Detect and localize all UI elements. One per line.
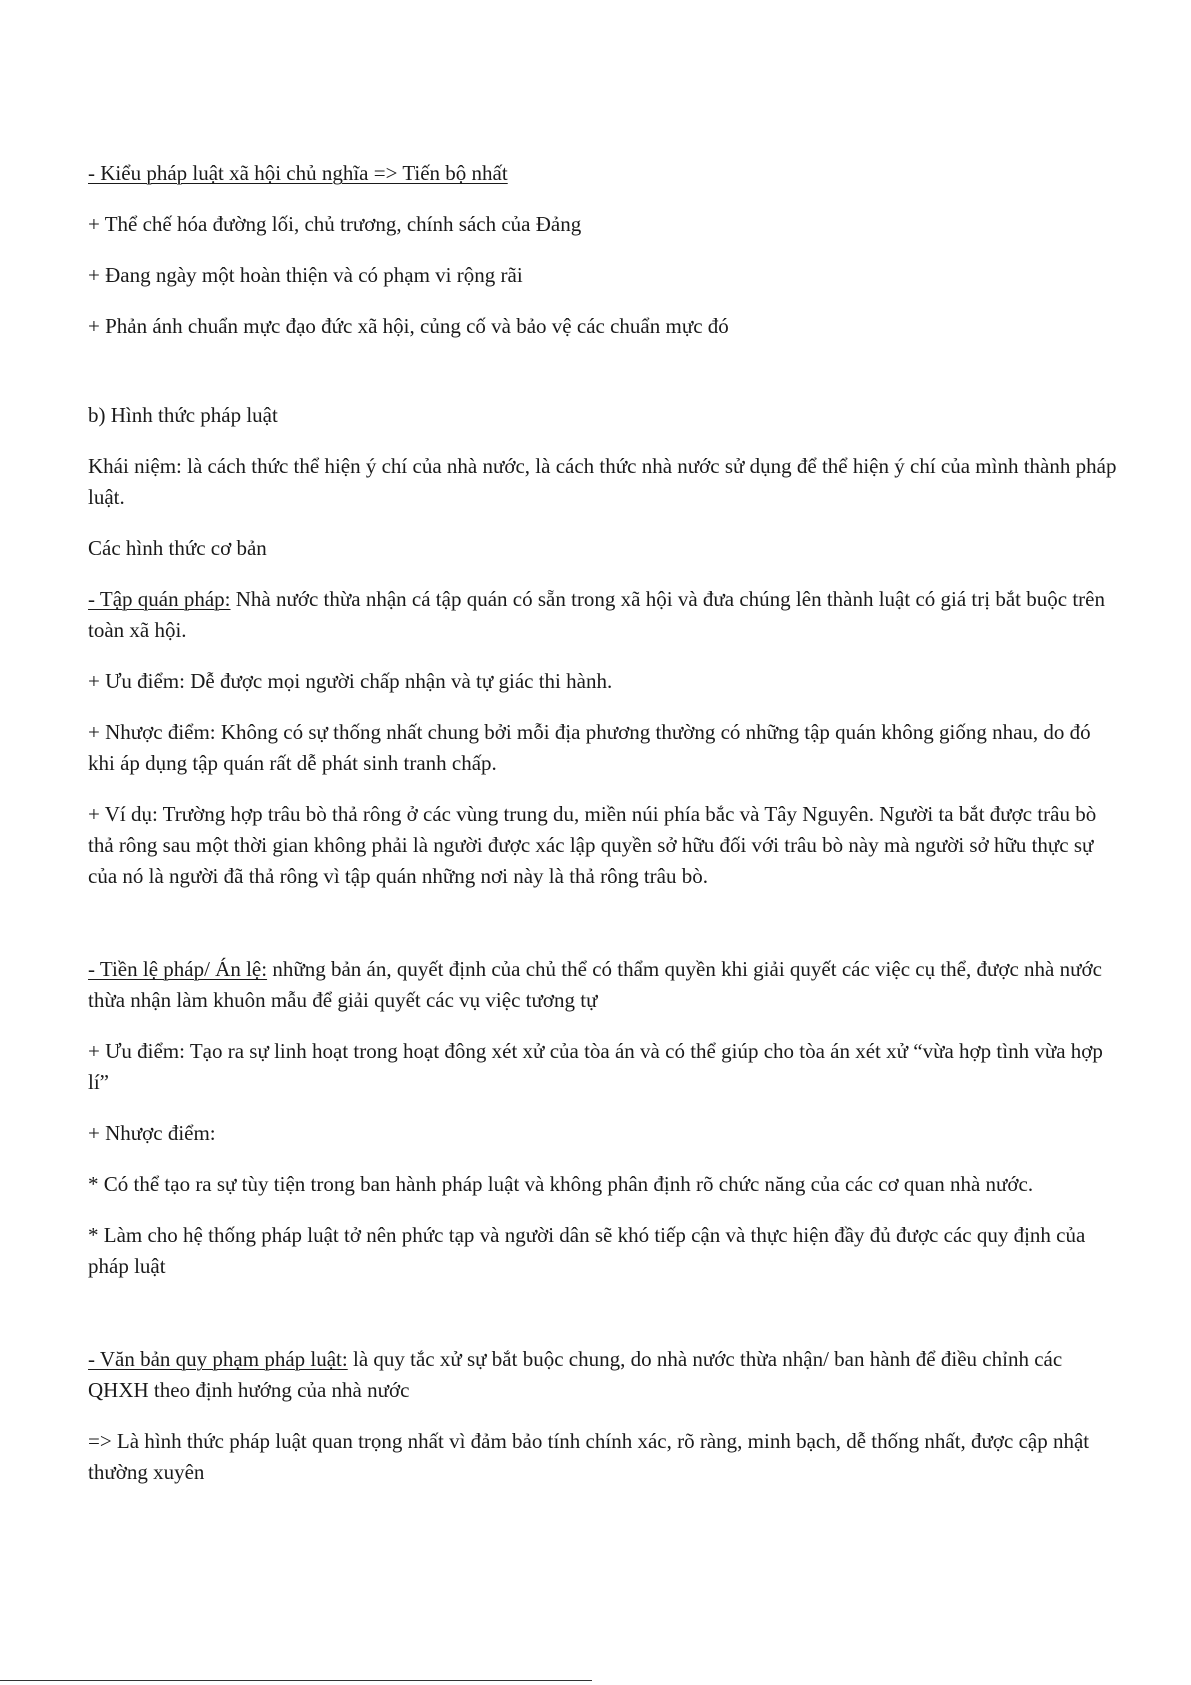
precedent-disadvantage-label: + Nhược điểm: [88, 1121, 216, 1145]
socialist-law-heading [88, 158, 1118, 189]
custom-law-disadvantage: + Nhược điểm: Không có sự thống nhất chung bởi mỗi địa phương thường có những tập quán không giống nhau, do đó khi áp dụng tập quán rất dễ phát sinh tranh chấp. [88, 720, 1091, 775]
bottom-divider [0, 1680, 592, 1681]
legal-documents-term: - Văn bản quy phạm pháp luật: [88, 1347, 348, 1371]
legal-documents-definition: là quy tắc xử sự bắt buộc chung, do nhà nước thừa nhận/ ban hành để điều chỉnh các QHXH theo định hướng của nhà nước [88, 1347, 1063, 1402]
forms-heading: b) Hình thức pháp luật [88, 403, 278, 427]
custom-law-term: - Tập quán pháp: [88, 587, 231, 611]
forms-concept: Khái niệm: là cách thức thể hiện ý chí của nhà nước, là cách thức nhà nước sử dụng để thể hiện ý chí của mình thành pháp luật. [88, 454, 1117, 509]
precedent-paragraph [88, 954, 1118, 1016]
precedent-advantage: + Ưu điểm: Tạo ra sự linh hoạt trong hoạt đông xét xử của tòa án và có thể giúp cho tòa án xét xử “vừa hợp tình vừa hợp lí” [88, 1039, 1103, 1094]
precedent-disadvantage-1: * Có thể tạo ra sự tùy tiện trong ban hành pháp luật và không phân định rõ chức năng của các cơ quan nhà nước. [88, 1172, 1034, 1196]
socialist-point-1: + Thể chế hóa đường lối, chủ trương, chính sách của Đảng [88, 212, 582, 236]
precedent-disadvantage-2: * Làm cho hệ thống pháp luật tở nên phức tạp và người dân sẽ khó tiếp cận và thực hiện đầy đủ được các quy định của pháp luật [88, 1223, 1086, 1278]
custom-law-advantage: + Ưu điểm: Dễ được mọi người chấp nhận và tự giác thi hành. [88, 669, 613, 693]
socialist-point-2: + Đang ngày một hoàn thiện và có phạm vi rộng rãi [88, 263, 523, 287]
document-page [88, 158, 1118, 1508]
forms-basic-label: Các hình thức cơ bản [88, 536, 267, 560]
precedent-term: - Tiền lệ pháp/ Án lệ: [88, 957, 268, 981]
precedent-definition: những bản án, quyết định của chủ thể có thẩm quyền khi giải quyết các việc cụ thể, được nhà nước thừa nhận làm khuôn mẫu để giải quyết các vụ việc tương tự [88, 957, 1102, 1012]
socialist-point-3: + Phản ánh chuẩn mực đạo đức xã hội, củng cố và bảo vệ các chuẩn mực đó [88, 314, 729, 338]
legal-documents-paragraph [88, 1344, 1118, 1406]
custom-law-definition: Nhà nước thừa nhận cá tập quán có sẵn trong xã hội và đưa chúng lên thành luật có giá trị bắt buộc trên toàn xã hội. [88, 587, 1105, 642]
legal-documents-conclusion: => Là hình thức pháp luật quan trọng nhất vì đảm bảo tính chính xác, rõ ràng, minh bạch, dễ thống nhất, được cập nhật thường xuyên [88, 1429, 1090, 1484]
custom-law-paragraph [88, 584, 1118, 646]
custom-law-example: + Ví dụ: Trường hợp trâu bò thả rông ở các vùng trung du, miền núi phía bắc và Tây Nguyên. Người ta bắt được trâu bò thả rông sau một thời gian không phải là người được xác lập quyền sở hữu đối với trâu bò này mà người sở hữu thực sự của nó là người đã thả rông vì tập quán những nơi này là thả rông trâu bò. [88, 802, 1097, 888]
socialist-law-heading-text: - Kiểu pháp luật xã hội chủ nghĩa => Tiến bộ nhất [88, 161, 508, 185]
